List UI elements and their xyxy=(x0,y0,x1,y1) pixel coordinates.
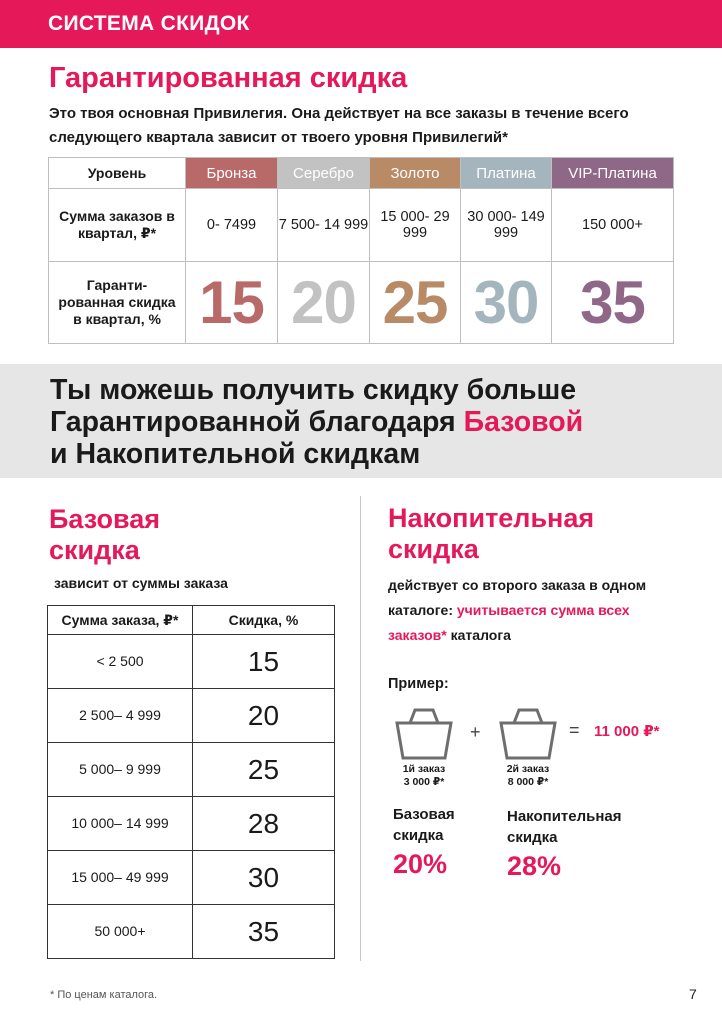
column-divider xyxy=(360,496,361,961)
header-title: СИСТЕМА СКИДОК xyxy=(48,12,250,35)
base-discount: 15 xyxy=(193,635,335,689)
levels-table xyxy=(48,157,674,344)
level-range: 0- 7499 xyxy=(186,189,278,262)
table-row xyxy=(48,851,335,905)
table-row xyxy=(48,635,335,689)
base-discount: 35 xyxy=(193,905,335,959)
level-name: Бронза xyxy=(186,158,278,189)
guaranteed-title: Гарантированная скидка xyxy=(49,62,408,94)
promo-highlight: Базовой xyxy=(463,406,584,438)
page-number: 7 xyxy=(689,986,697,1002)
level-discount: 35 xyxy=(552,262,674,344)
equals-sign: = xyxy=(569,720,580,740)
accum-desc-a: действует со второго заказа в одном каталоге: xyxy=(388,577,647,618)
base-amount: 15 000– 49 999 xyxy=(48,851,193,905)
level-name: Золото xyxy=(370,158,461,189)
accum-title: Накопительная скидка xyxy=(388,503,595,564)
result-accum-label: Накопительная скидка xyxy=(507,808,622,846)
level-name: VIP-Платина xyxy=(552,158,674,189)
shopping-basket-icon xyxy=(498,706,558,762)
base-amount: < 2 500 xyxy=(48,635,193,689)
table-row xyxy=(48,797,335,851)
shopping-basket-icon xyxy=(394,706,454,762)
table-row xyxy=(48,689,335,743)
sum-row-label: Сумма заказов в квартал, ₽* xyxy=(49,189,186,262)
header-bar xyxy=(0,0,722,48)
base-subtitle: зависит от суммы заказа xyxy=(54,575,228,591)
level-name: Платина xyxy=(461,158,552,189)
guaranteed-lead: Это твоя основная Привилегия. Она действует на все заказы в течение всего следующего квартала зависит от твоего уровня Привилегий* xyxy=(49,105,629,146)
order1-caption xyxy=(384,763,464,789)
base-discount: 28 xyxy=(193,797,335,851)
base-amount: 2 500– 4 999 xyxy=(48,689,193,743)
order2-sum: 8 000 ₽* xyxy=(507,776,549,788)
level-name: Серебро xyxy=(278,158,370,189)
promo-text-a: Ты можешь получить скидку больше Гарантированной благодаря xyxy=(50,374,577,438)
accum-description xyxy=(388,573,688,648)
level-discount: 25 xyxy=(370,262,461,344)
base-discount: 20 xyxy=(193,689,335,743)
order1-sum: 3 000 ₽* xyxy=(403,776,445,788)
promo-text xyxy=(50,374,690,470)
base-amount: 50 000+ xyxy=(48,905,193,959)
order1-label: 1й заказ xyxy=(402,763,446,775)
level-discount: 30 xyxy=(461,262,552,344)
result-accum-value: 28% xyxy=(507,851,562,881)
accum-desc-highlight: учитывается сумма всех заказов* xyxy=(388,602,630,643)
example-total: 11 000 ₽* xyxy=(594,723,660,740)
discount-row-label: Гаранти-рованная скидка в квартал, % xyxy=(49,262,186,344)
base-col-discount: Скидка, % xyxy=(193,606,335,635)
level-range: 15 000- 29 999 xyxy=(370,189,461,262)
base-table xyxy=(47,605,335,959)
level-range: 150 000+ xyxy=(552,189,674,262)
level-range: 7 500- 14 999 xyxy=(278,189,370,262)
table-row xyxy=(48,905,335,959)
example-label: Пример: xyxy=(388,676,449,692)
footnote: * По ценам каталога. xyxy=(50,989,158,1001)
base-title: Базовая скидка xyxy=(49,504,161,565)
result-base-value: 20% xyxy=(393,849,448,879)
table-row xyxy=(48,743,335,797)
accum-desc-b: каталога xyxy=(450,627,511,643)
base-discount: 30 xyxy=(193,851,335,905)
level-range: 30 000- 149 999 xyxy=(461,189,552,262)
base-amount: 10 000– 14 999 xyxy=(48,797,193,851)
result-base-label: Базовая скидка xyxy=(393,806,455,844)
order2-label: 2й заказ xyxy=(506,763,550,775)
plus-sign: + xyxy=(470,722,481,742)
promo-banner xyxy=(0,364,722,478)
level-discount: 20 xyxy=(278,262,370,344)
base-col-amount: Сумма заказа, ₽* xyxy=(48,606,193,635)
promo-text-b: и Накопительной скидкам xyxy=(50,438,421,470)
base-discount: 25 xyxy=(193,743,335,797)
order2-caption xyxy=(488,763,568,789)
level-row-label: Уровень xyxy=(49,158,186,189)
base-amount: 5 000– 9 999 xyxy=(48,743,193,797)
level-discount: 15 xyxy=(186,262,278,344)
